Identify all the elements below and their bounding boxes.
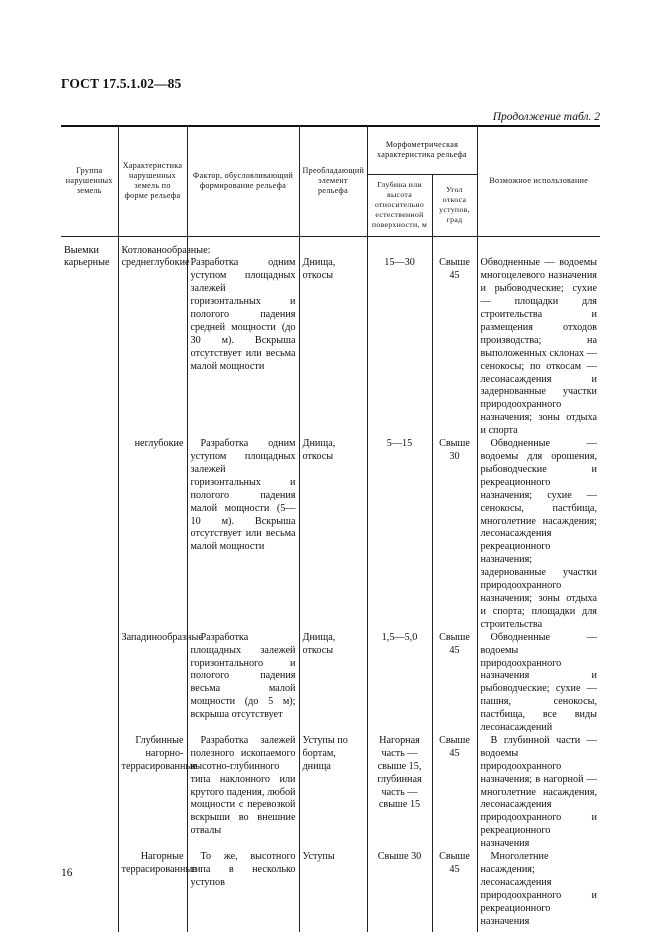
cell-factor-text: То же, высотного типа в несколько уступов: [190, 851, 296, 888]
cell-factor-text: Разработка одним уступом площадных залежей горизонтальных и пологого падения малой мощности (5—10 м). Вскрыша отсутствует или весьма малой мощности: [190, 438, 296, 553]
cell-depth-text: 5—15: [386, 438, 413, 450]
cell-group: [61, 851, 118, 931]
header-depth: Глубина или высота относительно естественной поверхности, м: [367, 174, 432, 236]
cell-characteristic: [118, 631, 203, 735]
cell-element-text: Днища, откосы: [302, 438, 336, 462]
cell-use-text: Обводненные — водоемы для орошения, рыбоводческие и рекреационного назначения; сухие — сенокосы, пастбища, многолетние насаждения; лесонасаждения рекреационного назначения; задернованные участки природоохранного назначения; зоны отдыха и спорта; площадки для строительства: [480, 438, 597, 630]
cell-element-text: Днища, откосы: [302, 257, 336, 282]
cell-factor-text: Разработка площадных залежей горизонтального и пологого падения весьма малой мощности (до 5 м); вскрыша отсутствует: [190, 631, 296, 721]
table-row: [61, 851, 600, 931]
cell-element-text: Уступы по бортам, днища: [302, 734, 348, 772]
cell-angle-text: Свыше 45: [439, 734, 470, 759]
cell-depth: [367, 851, 432, 931]
cell-angle: [432, 632, 477, 735]
cell-depth-text: Нагорная часть — свыше 15, глубинная часть — свыше 15: [377, 734, 422, 811]
land-relief-table: [61, 125, 600, 932]
cell-use-text: Обводненные — водоемы природоохранного назначения и рыбоводческие; сухие — пашня, сенокосы, пастбища, все виды лесонасаждений: [480, 631, 597, 734]
cell-group-text: Выемки карьерные: [64, 244, 110, 269]
cell-characteristic-text: Западинообразные: [121, 631, 203, 643]
header-characteristic: Характеристика нарушенных земель по форме рельефа: [118, 126, 187, 236]
cell-characteristic-text: неглубокие: [134, 438, 184, 450]
cell-factor: [187, 438, 299, 632]
cell-characteristic-text: Глубинные нагорно-террасированные: [121, 734, 197, 772]
cell-angle: [432, 851, 477, 931]
cell-group: [61, 735, 118, 851]
table-header: [61, 126, 600, 236]
cell-angle: [432, 438, 477, 632]
cell-depth-text: Свыше 30: [377, 851, 422, 863]
cell-characteristic-text: Котлованообразные: среднеглубокие: [121, 244, 211, 269]
cell-angle-text: Свыше 45: [439, 851, 470, 875]
cell-characteristic: [118, 734, 197, 851]
table-row: [61, 236, 600, 438]
header-use: Возможное использование: [477, 126, 600, 236]
table-row: [61, 632, 600, 735]
cell-angle: [432, 236, 477, 438]
cell-characteristic: [118, 438, 187, 632]
cell-characteristic: [118, 236, 211, 438]
cell-depth-text: 1,5—5,0: [381, 631, 418, 643]
cell-characteristic: [118, 851, 197, 931]
cell-use: [477, 735, 600, 851]
cell-use: [477, 438, 600, 632]
cell-factor-text: Разработка одним уступом площадных залежей горизонтальных и пологого падения средней мощности (до 30 м). Вскрыша отсутствует или весьма малой мощности: [190, 257, 296, 372]
cell-use: [477, 851, 600, 931]
cell-depth: [367, 632, 432, 735]
cell-use: [477, 236, 600, 438]
cell-depth: [367, 735, 432, 851]
document-title: ГОСТ 17.5.1.02—85: [61, 76, 182, 91]
cell-factor: [187, 851, 299, 931]
cell-element-text: Уступы: [302, 851, 335, 863]
table-row: [61, 735, 600, 851]
cell-use-text: В глубинной части — водоемы природоохранного назначения; в нагорной — многолетние насаждения, лесонасаждения природоохранного и рекреационного назначения: [480, 734, 597, 850]
cell-angle-text: Свыше 30: [439, 438, 470, 462]
table-continuation-label: Продолжение табл. 2: [492, 111, 600, 123]
cell-depth: [367, 236, 432, 438]
cell-element: [299, 632, 367, 735]
cell-factor: [187, 632, 299, 735]
header-group: Группа нарушенных земель: [61, 126, 118, 236]
cell-characteristic-text: Нагорные террасированные: [121, 851, 197, 875]
cell-factor: [187, 735, 299, 851]
header-factor: Фактор, обусловливающий формирование рельефа: [187, 126, 299, 236]
cell-element: [299, 735, 367, 851]
table-body: [61, 236, 600, 932]
cell-factor-text: Разработка залежей полезного ископаемого высотно-глубинного типа наклонного или крутого падения, любой мощности с перевозкой вскрыши во внешние отвалы: [190, 734, 296, 837]
header-morphometry: Морфометрическая характеристика рельефа: [367, 126, 477, 174]
cell-element: [299, 438, 367, 632]
cell-angle: [432, 735, 477, 851]
cell-element: [299, 236, 367, 438]
cell-angle-text: Свыше 45: [439, 257, 470, 282]
cell-use: [477, 632, 600, 735]
header-element: Преобладающий элемент рельефа: [299, 126, 367, 236]
cell-element-text: Днища, откосы: [302, 631, 336, 656]
cell-factor: [187, 236, 299, 438]
cell-use-text: Обводненные — водоемы многоцелевого назначения и рыбоводческие; сухие — площадки для строительства и размещения отходов производства; на выположенных склонах — сенокосы; по откосам — лесонасаждения и задернованные участки природоохранного назначения; зоны отдыха и спорта: [480, 257, 597, 437]
cell-depth: [367, 438, 432, 632]
table-row: [61, 438, 600, 632]
cell-group: [61, 632, 118, 735]
cell-depth-text: 15—30: [384, 257, 415, 269]
header-angle: Угол откоса уступов, град: [432, 174, 477, 236]
page-number: 16: [61, 867, 73, 879]
cell-use-text: Многолетние насаждения; лесонасаждения природоохранного и рекреационного назначения: [480, 851, 597, 927]
cell-element: [299, 851, 367, 931]
cell-angle-text: Свыше 45: [439, 631, 470, 656]
cell-group: [61, 438, 118, 632]
cell-group: [61, 236, 118, 438]
